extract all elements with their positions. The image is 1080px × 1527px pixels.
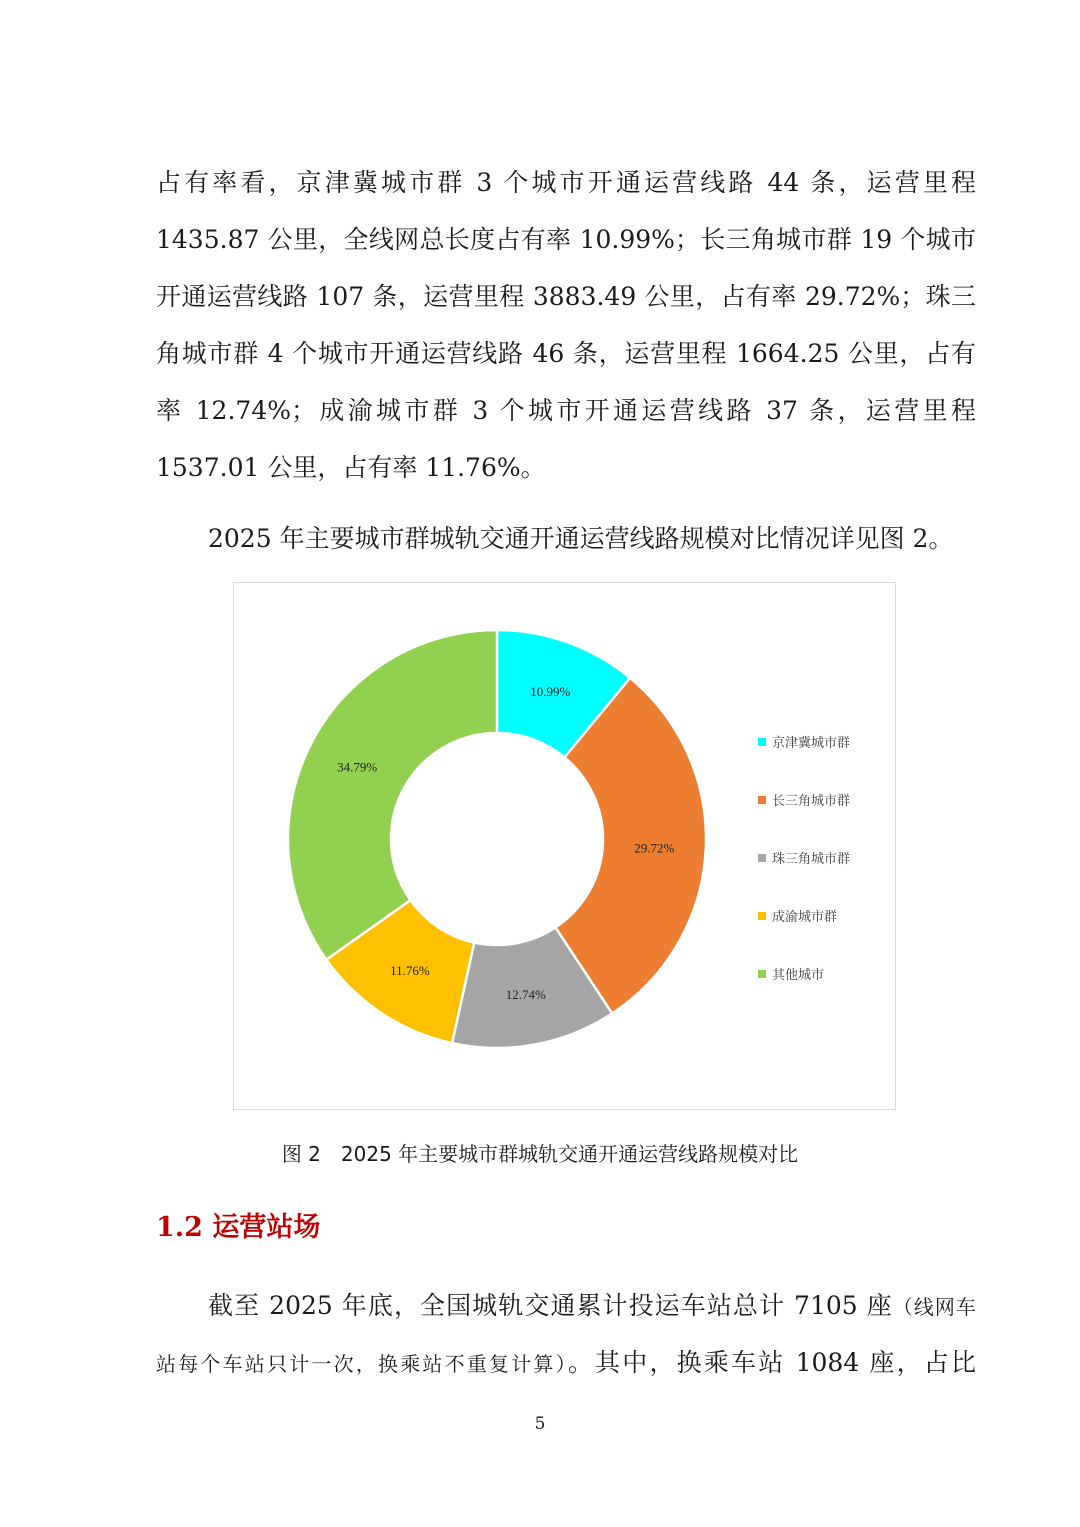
slice-data-label: 29.72% — [634, 840, 675, 856]
text-main: 。其中，换乘车站 1084 座，占比 — [567, 1348, 976, 1377]
legend-label: 珠三角城市群 — [772, 852, 851, 867]
text-note: 站每个车站只计一次，换乘站不重复计算） — [156, 1352, 568, 1376]
legend-label: 成渝城市群 — [772, 910, 838, 925]
legend-swatch — [758, 970, 766, 978]
section-title: 1.2 运营站场 — [156, 1212, 321, 1243]
paragraph-stations — [208, 1277, 976, 1334]
text-line — [208, 1277, 976, 1334]
legend-swatch — [758, 854, 766, 862]
legend-label: 其他城市 — [772, 968, 825, 983]
text-line: 率 12.74%；成渝城市群 3 个城市开通运营线路 37 条，运营里程 — [156, 396, 976, 425]
paragraph-figure-reference — [208, 510, 988, 567]
donut-chart — [233, 582, 896, 1110]
text-main: 截至 2025 年底，全国城轨交通累计投运车站总计 7105 座 — [208, 1291, 893, 1320]
text-line: 1435.87 公里，全线网总长度占有率 10.99%；长三角城市群 19 个城市 — [156, 225, 976, 254]
legend-swatch — [758, 912, 766, 920]
text-line: 1537.01 公里，占有率 11.76%。 — [156, 453, 546, 482]
figure-caption: 图 2 2025 年主要城市群城轨交通开通运营线路规模对比 — [281, 1142, 799, 1166]
page-number: 5 — [534, 1414, 546, 1434]
text-note: （线网车 — [892, 1295, 976, 1319]
legend-swatch — [758, 796, 766, 804]
paragraph-stations-continued — [156, 1334, 976, 1391]
legend-label: 长三角城市群 — [772, 794, 851, 809]
slice-data-label: 10.99% — [530, 683, 571, 699]
legend-label: 京津冀城市群 — [772, 736, 851, 751]
text-line: 开通运营线路 107 条，运营里程 3883.49 公里，占有率 29.72%；珠三 — [156, 282, 976, 311]
text-line: 占有率看，京津冀城市群 3 个城市开通运营线路 44 条，运营里程 — [156, 168, 976, 197]
donut-slice — [288, 630, 497, 960]
slice-data-label: 11.76% — [390, 963, 430, 979]
slice-data-label: 34.79% — [337, 759, 378, 775]
donut-chart-svg — [234, 583, 897, 1111]
text-line: 角城市群 4 个城市开通运营线路 46 条，运营里程 1664.25 公里，占有 — [156, 339, 976, 368]
slice-data-label: 12.74% — [505, 986, 546, 1002]
legend-swatch — [758, 738, 766, 746]
paragraph-city-clusters — [156, 154, 976, 496]
text-line — [156, 1334, 976, 1391]
text-line: 2025 年主要城市群城轨交通开通运营线路规模对比情况详见图 2。 — [208, 524, 954, 553]
